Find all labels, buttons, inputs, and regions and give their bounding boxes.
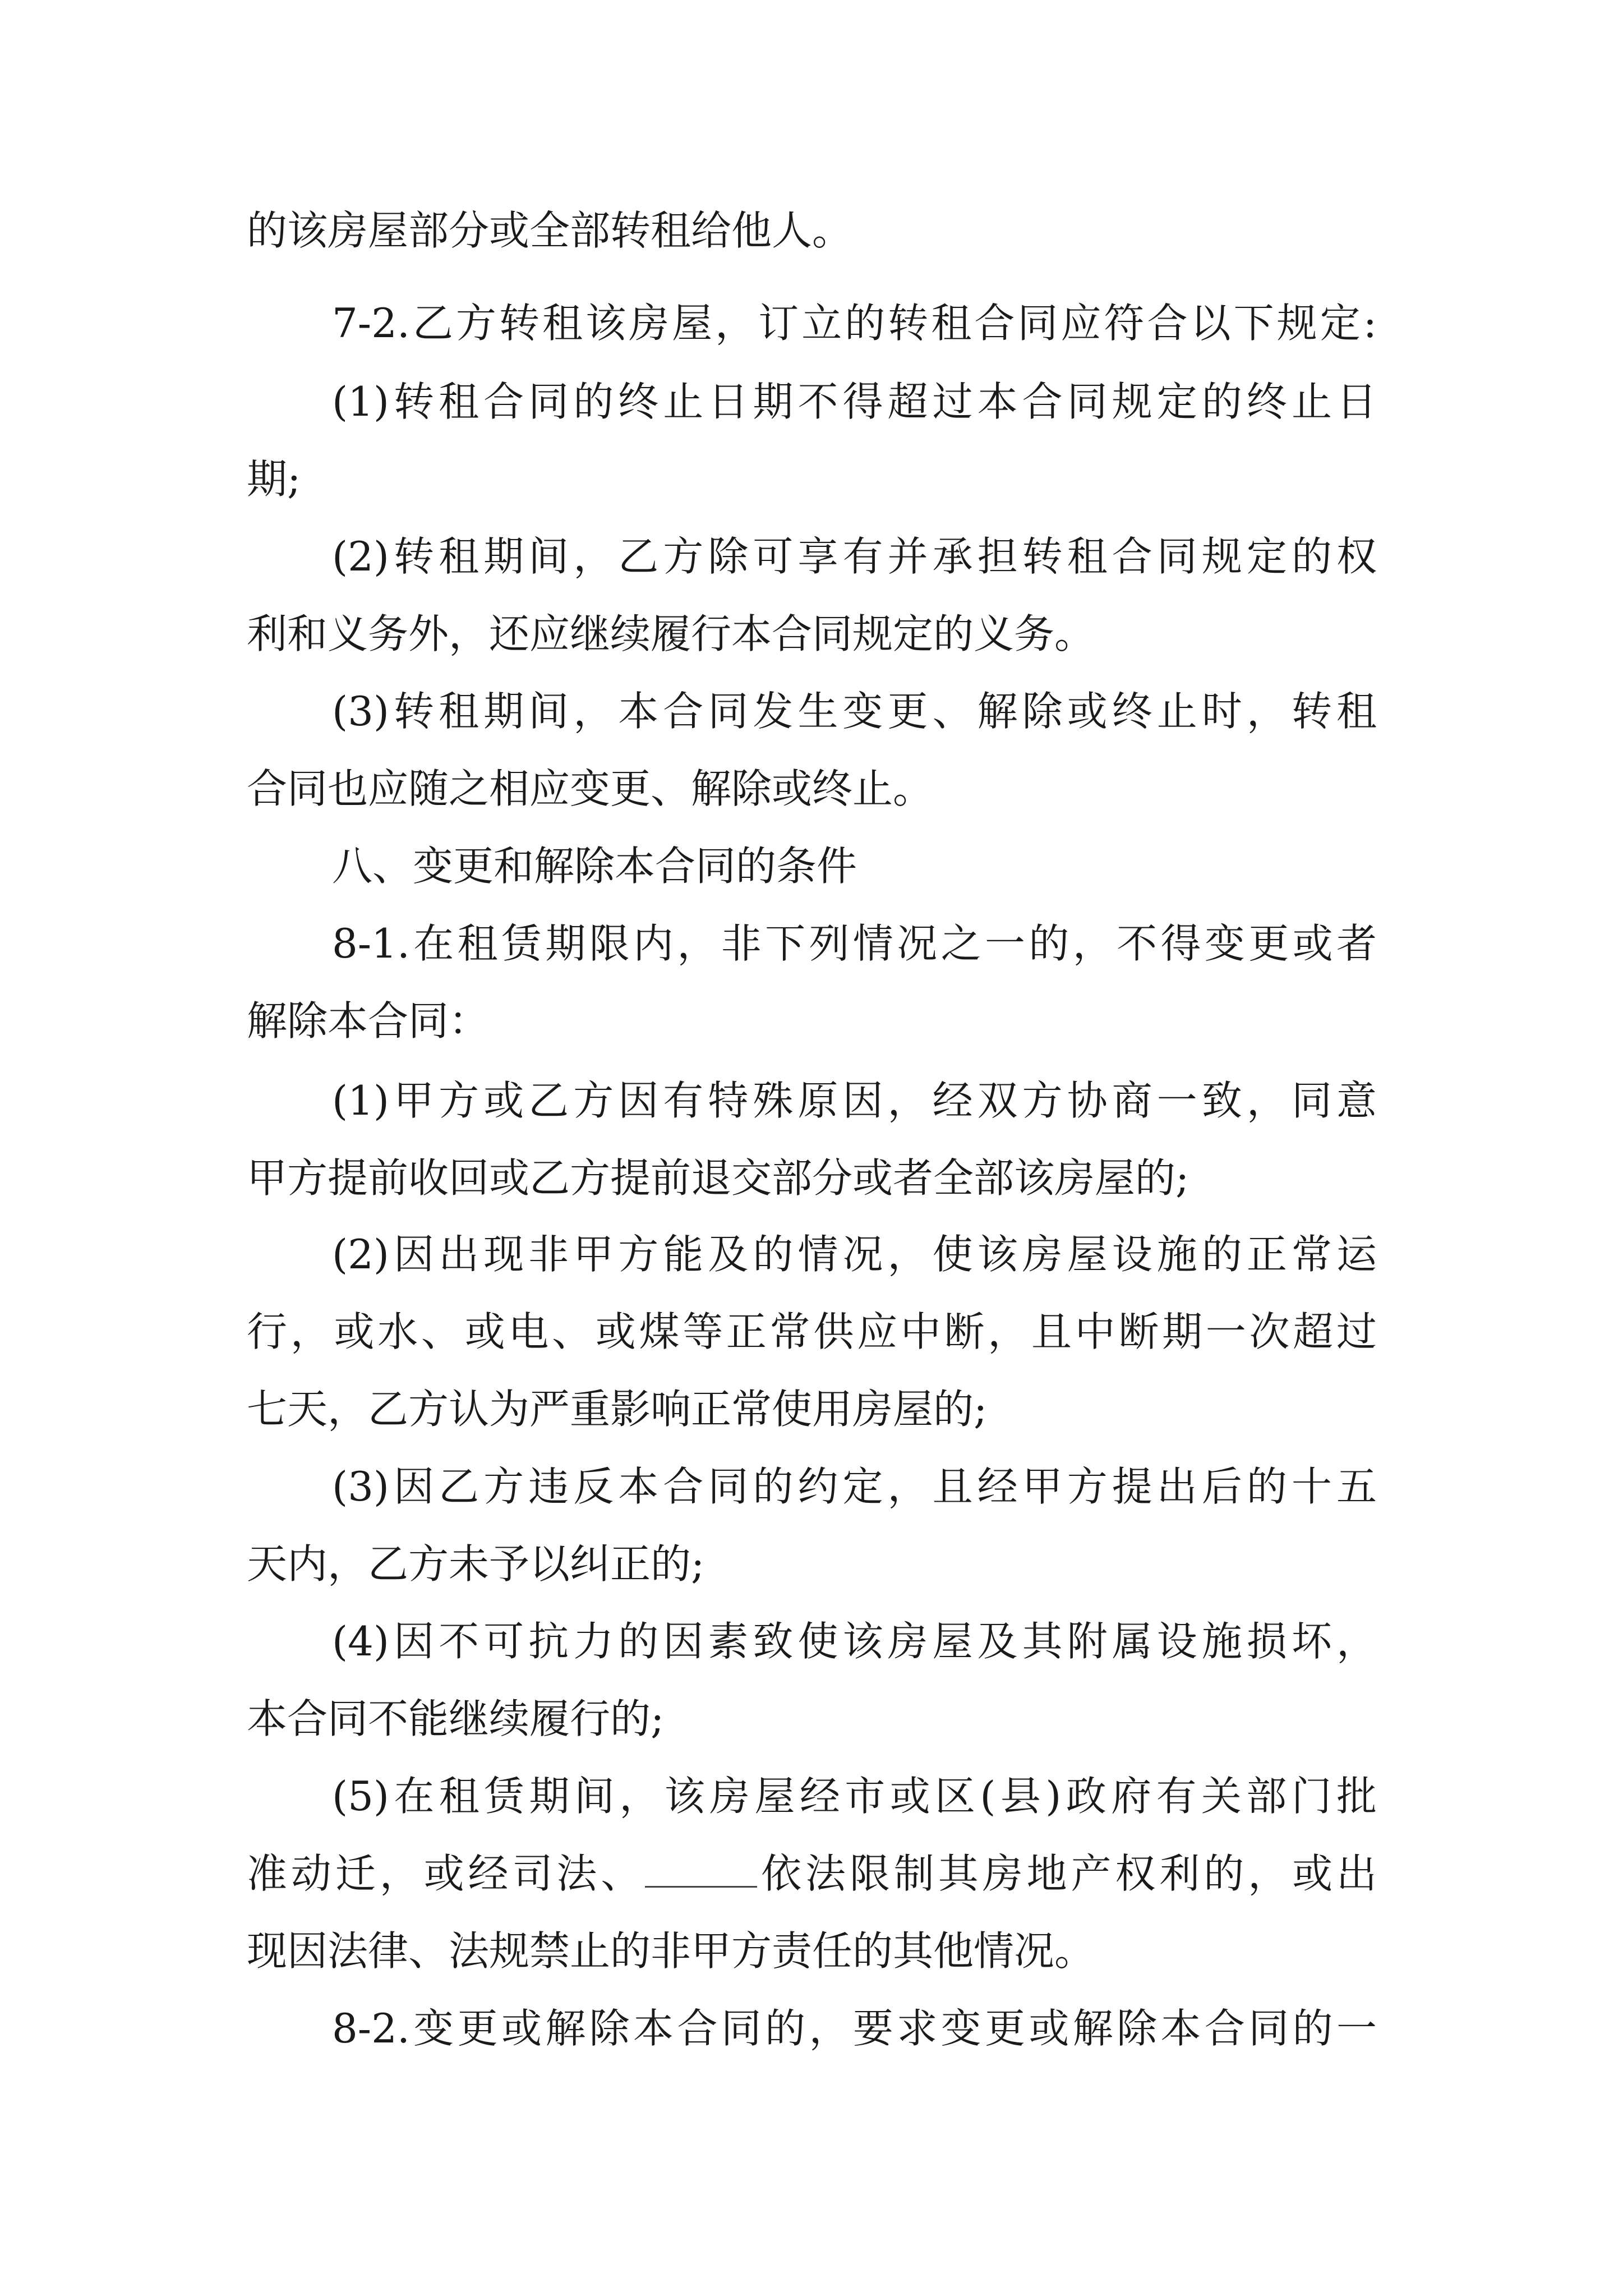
- text-line: (2)转租期间，乙方除可享有并承担转租合同规定的权: [332, 533, 1377, 580]
- text-line: 本合同不能继续履行的;: [247, 1695, 665, 1742]
- text-line: 行，或水、或电、或煤等正常供应中断，且中断期一次超过: [247, 1308, 1377, 1355]
- text-line: (3)因乙方违反本合同的约定，且经甲方提出后的十五: [332, 1463, 1377, 1510]
- text-line: 现因法律、法规禁止的非甲方责任的其他情况。: [247, 1927, 1095, 1975]
- text-line: 8-2.变更或解除本合同的，要求变更或解除本合同的一: [332, 2005, 1377, 2052]
- text-line: (5)在租赁期间，该房屋经市或区(县)政府有关部门批: [332, 1773, 1377, 1820]
- text-line: 8-1.在租赁期限内，非下列情况之一的，不得变更或者: [332, 920, 1377, 967]
- text-line: 期;: [247, 455, 301, 503]
- text-segment: 依法限制其房地产权利的，或出: [757, 1850, 1377, 1897]
- text-line: (3)转租期间，本合同发生变更、解除或终止时，转租: [332, 688, 1377, 735]
- section-heading: 八、变更和解除本合同的条件: [332, 843, 857, 890]
- text-line: (1)转租合同的终止日期不得超过本合同规定的终止日: [332, 378, 1377, 425]
- fill-in-blank: [645, 1853, 757, 1888]
- text-line: (2)因出现非甲方能及的情况，使该房屋设施的正常运: [332, 1231, 1377, 1278]
- text-line: 甲方提前收回或乙方提前退交部分或者全部该房屋的;: [247, 1154, 1189, 1202]
- text-line: 7-2.乙方转租该房屋，订立的转租合同应符合以下规定:: [332, 300, 1377, 347]
- text-line: 的该房屋部分或全部转租给他人。: [247, 207, 853, 254]
- text-line: 利和义务外，还应继续履行本合同规定的义务。: [247, 610, 1095, 657]
- text-line: (4)因不可抗力的因素致使该房屋及其附属设施损坏，: [332, 1618, 1377, 1665]
- text-line: (1)甲方或乙方因有特殊原因，经双方协商一致，同意: [332, 1077, 1377, 1124]
- text-line-with-blank: [247, 1850, 1377, 1897]
- text-segment: 准动迁，或经司法、: [247, 1850, 645, 1897]
- text-line: 天内，乙方未予以纠正的;: [247, 1540, 705, 1588]
- text-line: 解除本合同：: [247, 997, 490, 1045]
- text-line: 七天，乙方认为严重影响正常使用房屋的;: [247, 1386, 988, 1433]
- text-line: 合同也应随之相应变更、解除或终止。: [247, 765, 934, 812]
